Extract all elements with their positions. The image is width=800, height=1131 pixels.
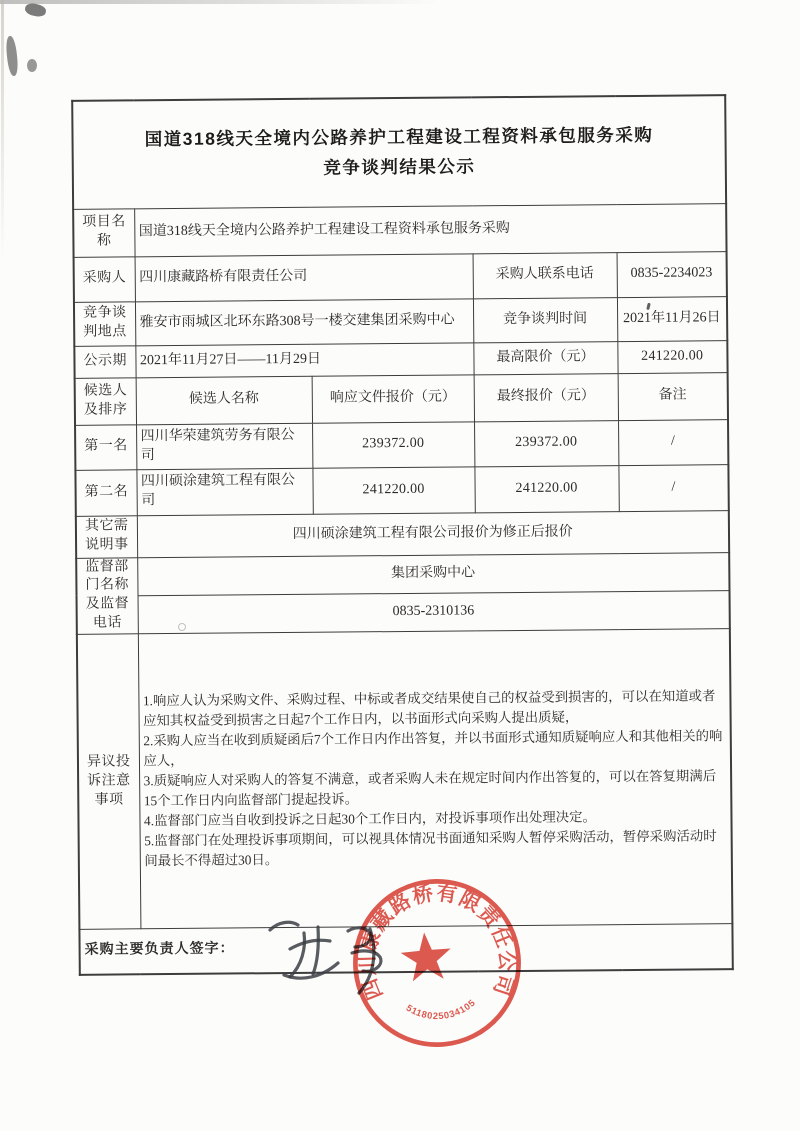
ink-smudge-artifact: [27, 59, 37, 72]
purchaser-row: [74, 251, 727, 302]
candidate-1-doc-price: 239372.00: [312, 421, 474, 467]
project-name-row: [73, 203, 726, 257]
announcement-table: [71, 94, 734, 975]
candidates-header-row: [75, 372, 728, 425]
candidates-name-header: 候选人名称: [136, 376, 312, 425]
candidates-final-price-header: 最终报价（元）: [474, 373, 618, 421]
scan-edge-artifact-left: [1, 0, 4, 260]
stamp-company-text: 四川康藏路桥有限责任公司: [356, 882, 518, 1003]
candidate-2-remark: /: [618, 464, 728, 511]
document-title-line2: 竞争谈判结果公示: [323, 156, 476, 178]
venue-value: 雅安市雨城区北环东路308号一楼交建集团采购中心: [135, 298, 473, 345]
other-note-value: 四川硕涂建筑工程有限公司报价为修正后报价: [137, 510, 729, 557]
negotiation-time-label: 竞争谈判时间: [473, 297, 617, 342]
candidate-1-name: 四川华荣建筑劳务有限公司: [136, 423, 312, 470]
candidate-1-final-price: 239372.00: [474, 420, 618, 466]
supervision-label: 监督部门名称及监督电话: [76, 557, 138, 634]
ink-smudge-artifact: [5, 36, 19, 77]
objection-item-3: 3.质疑响应人对采购人的答复不满意，或者采购人未在规定时间内作出答复的，可以在答复期满后15个工作日内向监督部门提起投诉。: [143, 768, 717, 809]
venue-row: [74, 296, 727, 346]
candidate-2-name: 四川硕涂建筑工程有限公司: [136, 468, 312, 516]
purchaser-value: 四川康藏路桥有限责任公司: [135, 253, 473, 301]
signature-label: 采购主要负责人签字：: [79, 924, 732, 975]
other-note-row: [76, 510, 729, 558]
max-price-value: 241220.00: [617, 340, 727, 373]
candidates-doc-price-header: 响应文件报价（元）: [312, 374, 474, 422]
scan-tick-artifact: [646, 302, 651, 310]
objection-notice-label: 异议投诉注意事项: [77, 634, 141, 930]
candidate-2-final-price: 241220.00: [474, 465, 618, 512]
venue-label: 竞争谈判地点: [74, 301, 135, 346]
max-price-label: 最高限价（元）: [473, 341, 617, 374]
project-name-label: 项目名称: [73, 208, 134, 257]
negotiation-time-value: 2021年11月26日: [617, 296, 727, 341]
stamp-star-icon: [399, 930, 453, 982]
purchaser-phone-value: 0835-2234023: [617, 251, 727, 297]
supervision-phone-row: [77, 590, 730, 634]
candidate-row-2: [75, 464, 728, 516]
purchaser-phone-label: 采购人联系电话: [473, 252, 617, 298]
candidate-2-rank: 第二名: [75, 469, 136, 516]
announcement-table-wrapper: [71, 94, 734, 975]
publicity-period-label: 公示期: [74, 345, 135, 378]
candidate-row-1: [75, 419, 728, 470]
objection-item-5: 5.监督部门在处理投诉事项期间，可以视具体情况书面通知采购人暂停采购活动，暂停采购活动时间最长不得超过30日。: [144, 828, 717, 869]
supervision-dept-row: [76, 552, 729, 596]
objection-item-1: 1.响应人认为采购文件、采购过程、中标或者成交结果使自己的权益受到损害的，可以在知道或者应知其权益受到损害之日起7个工作日内，以书面形式向采购人提出质疑，: [142, 688, 716, 729]
objection-item-2: 2.采购人应当在收到质疑函后7个工作日内作出答复，并以书面形式通知质疑响应人和其他相关的响应人，: [143, 728, 723, 769]
scan-edge-artifact: [0, 0, 440, 4]
publicity-period-value: 2021年11月27日——11月29日: [135, 342, 473, 377]
title-cell: [72, 95, 726, 209]
supervision-dept-value: 集团采购中心: [137, 552, 729, 595]
stamp-number-text: 5118025034105: [404, 997, 478, 1022]
candidate-1-remark: /: [618, 419, 728, 465]
purchaser-label: 采购人: [74, 256, 135, 302]
title-row: [72, 95, 726, 209]
candidate-1-rank: 第一名: [75, 424, 136, 470]
supervision-phone-value: 0835-2310136: [138, 590, 730, 633]
candidates-rank-header: 候选人及排序: [75, 377, 136, 425]
candidate-2-doc-price: 241220.00: [312, 466, 474, 513]
company-stamp: [335, 870, 539, 1056]
objection-item-4: 4.监督部门应当自收到投诉之日起30个工作日内，对投诉事项作出处理决定。: [143, 809, 596, 829]
project-name-value: 国道318线天全境内公路养护工程建设工程资料承包服务采购: [134, 203, 726, 256]
candidates-remark-header: 备注: [618, 372, 728, 420]
other-note-label: 其它需说明事: [76, 515, 137, 558]
ink-smudge-artifact: [24, 2, 47, 18]
document-title-line1: 国道318线天全境内公路养护工程建设工程资料承包服务采购: [144, 124, 654, 149]
